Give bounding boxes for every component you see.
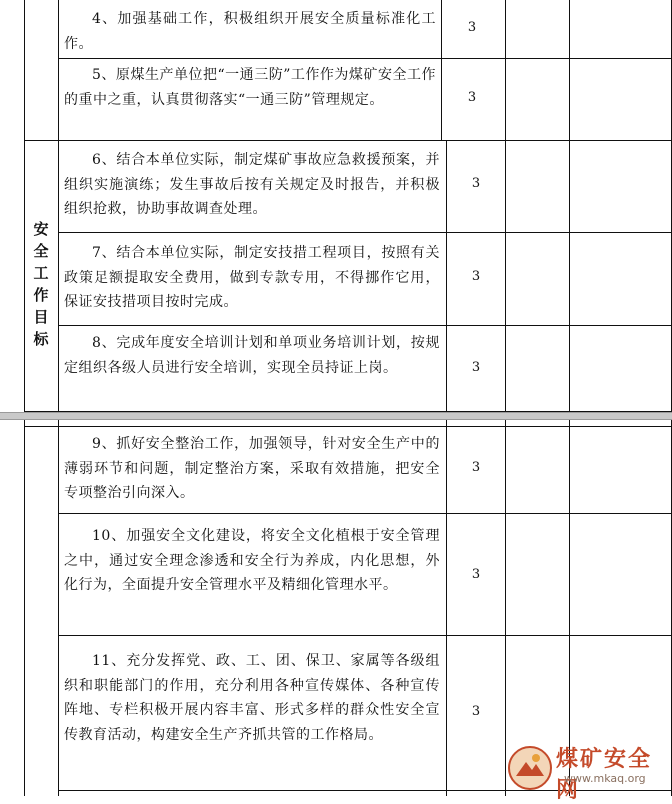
table-border-score-left [446, 420, 447, 796]
table-border-score-left [446, 140, 447, 412]
row-divider [58, 635, 672, 636]
row-divider [58, 513, 672, 514]
table-row-text: 7、结合本单位实际，制定安技措工程项目，按照有关政策足额提取安全费用，做到专款专用，不得挪作它用，保证安技措项目按时完成。 [64, 245, 440, 310]
table-row-score: 3 [471, 360, 481, 375]
table-row-score: 3 [471, 567, 481, 582]
table-border-category [58, 420, 59, 796]
category-char: 作 [33, 286, 49, 304]
row-divider [58, 325, 672, 326]
category-char: 标 [33, 330, 49, 348]
table-row-score: 3 [471, 460, 481, 475]
table-row-text: 4、加强基础工作，积极组织开展安全质量标准化工作。 [64, 11, 436, 52]
category-char: 安 [33, 220, 49, 238]
table-border-left [24, 420, 25, 796]
row-divider [58, 58, 672, 59]
table-row-score: 3 [467, 90, 477, 105]
watermark-title: 煤矿安全网 [556, 747, 653, 803]
table-row-score: 3 [471, 176, 481, 191]
table-row-score: 3 [467, 20, 477, 35]
category-label [30, 218, 52, 350]
table-border-category [58, 0, 59, 412]
table-row-text: 6、结合本单位实际，制定煤矿事故应急救援预案，并组织实施演练；发生事故后按有关规定及时报告，并积极组织抢救，协助事故调查处理。 [64, 152, 440, 217]
table-row-score: 3 [471, 269, 481, 284]
category-char: 工 [33, 264, 49, 282]
category-char: 目 [33, 308, 49, 326]
site-watermark [504, 740, 664, 803]
table-border-score-left [441, 0, 442, 140]
document-page-2 [0, 420, 672, 803]
watermark-logo-icon [506, 744, 554, 792]
page-break [0, 412, 672, 420]
table-row-score: 3 [471, 704, 481, 719]
table-row-text: 10、加强安全文化建设，将安全文化植根于安全管理之中，通过安全理念渗透和安全行为养成，内化思想，外化行为，全面提升安全管理水平及精细化管理水平。 [64, 528, 440, 593]
row-divider [58, 232, 672, 233]
table-row-text: 5、原煤生产单位把“一通三防”工作作为煤矿安全工作的重中之重，认真贯彻落实“一通三防”管理规定。 [64, 67, 436, 108]
table-row-text: 9、抓好安全整治工作，加强领导，针对安全生产中的薄弱环节和问题，制定整治方案，采取有效措施，把安全专项整治引向深入。 [64, 436, 440, 501]
table-border-left [24, 0, 25, 412]
row-divider [24, 426, 672, 427]
table-row-text: 8、完成年度安全培训计划和单项业务培训计划，按规定组织各级人员进行安全培训，实现全员持证上岗。 [64, 335, 440, 376]
watermark-url: www.mkaq.org [564, 772, 646, 785]
table-row-text: 11、充分发挥党、政、工、团、保卫、家属等各级组织和职能部门的作用，充分利用各种宣传媒体、各种宣传阵地、专栏积极开展内容丰富、形式多样的群众性安全宣传教育活动，构建安全生产齐抓共管的工作格局。 [64, 653, 440, 743]
category-char: 全 [33, 242, 49, 260]
row-divider [24, 140, 672, 141]
table-border-score-right [505, 0, 506, 412]
table-border-col4 [569, 0, 570, 412]
